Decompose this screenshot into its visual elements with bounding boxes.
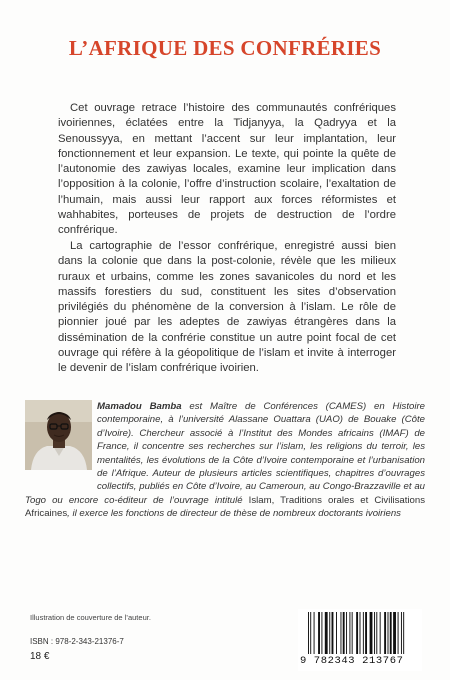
book-title: L’AFRIQUE DES CONFRÉRIES — [68, 36, 382, 60]
cover-credit: Illustration de couverture de l’auteur. — [30, 613, 151, 622]
barcode-digits: 9 782343 213767 — [300, 655, 404, 667]
price-label: 18 € — [30, 651, 50, 662]
photo-spacer — [25, 400, 97, 488]
barcode — [298, 609, 422, 671]
cited-book-title: Islam, Traditions orales et Civilisations Africaines — [25, 494, 425, 520]
summary-paragraph-2: La cartographie de l’essor confrérique, enregistré aussi bien dans la colonie que dans la post-colonie, révèle que les milieux ruraux et urbains, comme les zones savanicoles du nord et les massifs forestiers du sud, constituent les sites d’observation privilégiés du phénomène de la conversion à l’islam. Le rôle de pionnier joué par les adeptes de zawiyas étrangères dans la dissémination de la confrérie constitue un autre point focal de cet ouvrage qui réfère à la géopolitique de l’islam et invite à interroger le devenir de l’islam confrérique ivoirien. — [58, 240, 396, 375]
author-name: Mamadou Bamba — [97, 401, 182, 412]
summary-paragraph-1: Cet ouvrage retrace l’histoire des communautés confrériques ivoiriennes, éclatées entre la Tidjanyya, la Qadryya et la Senoussyya, en mettant l’accent sur leur implantation, leur fonctionnement et leur expansion. Le texte, qui pointe la quête de l’autonomie des zawiyas locales, examine leur implication dans l’opposition à la colonie, l’offre d’instruction scolaire, l’exaltation de l’humain, mais aussi leur rapport aux forces réformistes et wahhabites, porteuses de projets de destruction de l’ordre confrérique. — [58, 102, 396, 237]
author-bio-text-2: , il exerce les fonctions de directeur de thèse de nombreux doctorants ivoiriens — [67, 508, 401, 520]
author-bio-text-1: est Maître de Conférences (CAMES) en Histoire contemporaine, à l’université Alassane Ouattara (UAO) de Bouake (Côte d’Ivoire). Chercheur associé à l’Institut des Mondes africains (IMAF) de France, il concentre ses recherches sur l’islam, les religions du terroir, les mentalités, les évolutions de la Côte d’Ivoire contemporaine et l’urbanisation de l’Afrique. Auteur de plusieurs articles scientifiques, chapitres d’ouvrages collectifs, publiés en Côte d’Ivoire, au Cameroun, au Congo-Brazzaville et au Togo ou encore co-éditeur de l’ouvrage intitulé — [25, 401, 425, 506]
author-bio — [25, 400, 425, 521]
barcode-bars — [304, 612, 416, 656]
isbn-label: ISBN : 978-2-343-21376-7 — [30, 637, 124, 646]
